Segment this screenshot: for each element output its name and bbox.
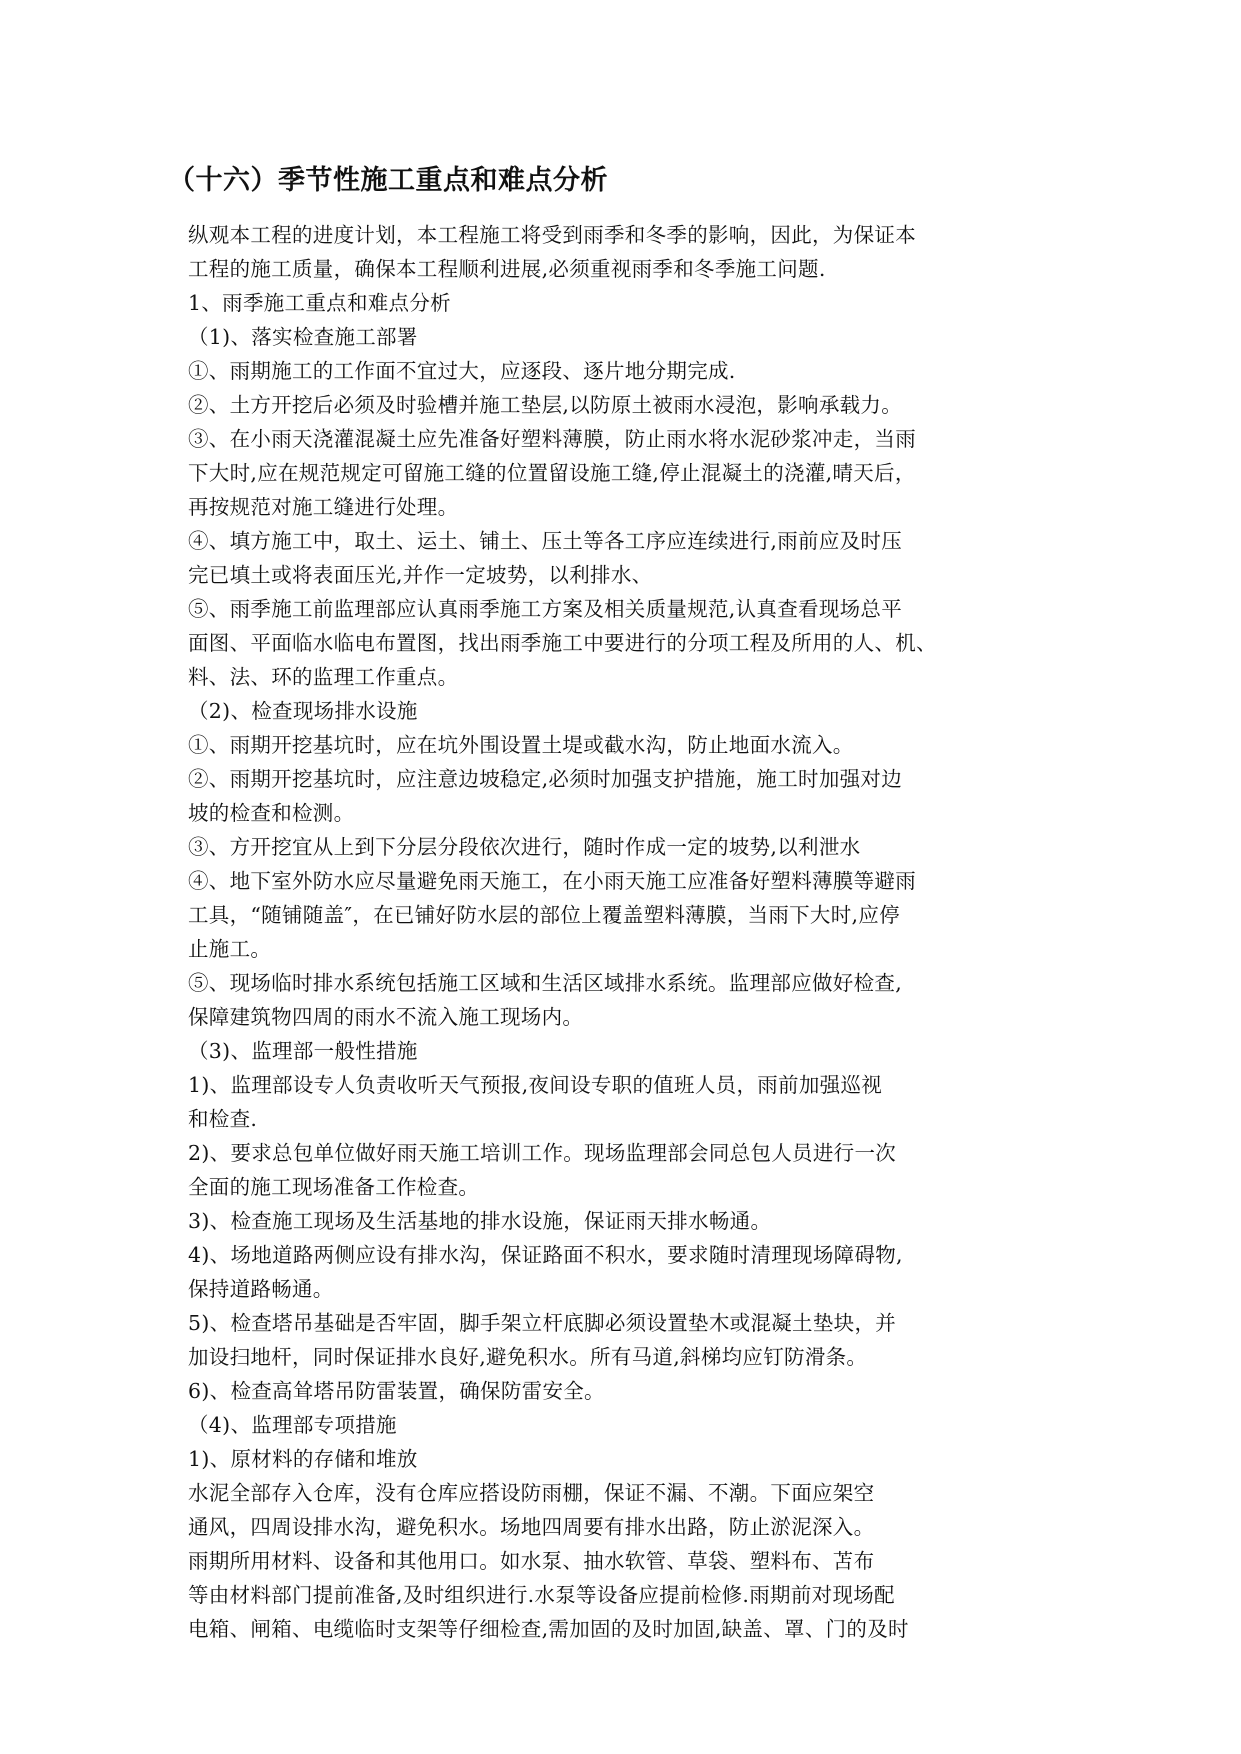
body-text [188, 218, 1048, 1646]
text-line: ③、方开挖宜从上到下分层分段依次进行，随时作成一定的坡势,以利泄水 [188, 835, 861, 859]
text-line: 和检查. [188, 1107, 258, 1131]
text-line: ①、雨期施工的工作面不宜过大，应逐段、逐片地分期完成. [188, 359, 736, 383]
text-line: 2)、要求总包单位做好雨天施工培训工作。现场监理部会同总包人员进行一次 [188, 1141, 897, 1165]
text-line: 雨期所用材料、设备和其他用口。如水泵、抽水软管、草袋、塑料布、苫布 [188, 1549, 875, 1573]
text-line: 水泥全部存入仓库，没有仓库应搭设防雨棚，保证不漏、不潮。下面应架空 [188, 1481, 875, 1505]
text-line: ⑤、现场临时排水系统包括施工区域和生活区域排水系统。监理部应做好检查, [188, 971, 903, 995]
text-line: 面图、平面临水临电布置图，找出雨季施工中要进行的分项工程及所用的人、机、 [188, 631, 937, 655]
text-line: 保障建筑物四周的雨水不流入施工现场内。 [188, 1005, 584, 1029]
text-line: 完已填土或将表面压光,并作一定坡势，以利排水、 [188, 563, 653, 587]
text-line: 电箱、闸箱、电缆临时支架等仔细检查,需加固的及时加固,缺盖、罩、门的及时 [188, 1617, 909, 1641]
text-line: 1)、原材料的存储和堆放 [188, 1447, 418, 1471]
text-line: 3)、检查施工现场及生活基地的排水设施，保证雨天排水畅通。 [188, 1209, 772, 1233]
text-line: （1)、落实检查施工部署 [188, 325, 418, 349]
text-line: 通风，四周设排水沟，避免积水。场地四周要有排水出路，防止淤泥深入。 [188, 1515, 875, 1539]
text-line: 4)、场地道路两侧应设有排水沟，保证路面不积水，要求随时清理现场障碍物, [188, 1243, 903, 1267]
text-line: ⑤、雨季施工前监理部应认真雨季施工方案及相关质量规范,认真查看现场总平 [188, 597, 903, 621]
text-line: 6)、检查高耸塔吊防雷装置，确保防雷安全。 [188, 1379, 605, 1403]
text-line: 坡的检查和检测。 [188, 801, 355, 825]
text-line: 等由材料部门提前准备,及时组织进行.水泵等设备应提前检修.雨期前对现场配 [188, 1583, 895, 1607]
text-line: 保持道路畅通。 [188, 1277, 334, 1301]
text-line: ④、填方施工中，取土、运土、铺土、压土等各工序应连续进行,雨前应及时压 [188, 529, 903, 553]
text-line: ①、雨期开挖基坑时，应在坑外围设置土堤或截水沟，防止地面水流入。 [188, 733, 854, 757]
text-line: 5)、检查塔吊基础是否牢固，脚手架立杆底脚必须设置垫木或混凝土垫块，并 [188, 1311, 897, 1335]
text-line: 1、雨季施工重点和难点分析 [188, 291, 451, 315]
text-line: ②、雨期开挖基坑时，应注意边坡稳定,必须时加强支护措施，施工时加强对边 [188, 767, 903, 791]
text-line: 工程的施工质量，确保本工程顺利进展,必须重视雨季和冬季施工问题. [188, 257, 826, 281]
section-title: （十六）季节性施工重点和难点分析 [168, 165, 608, 196]
text-line: 1)、监理部设专人负责收听天气预报,夜间设专职的值班人员，雨前加强巡视 [188, 1073, 883, 1097]
text-line: （3)、监理部一般性措施 [188, 1039, 418, 1063]
text-line: 再按规范对施工缝进行处理。 [188, 495, 459, 519]
text-line: 下大时,应在规范规定可留施工缝的位置留设施工缝,停止混凝土的浇灌,晴天后， [188, 461, 916, 485]
text-line: （2)、检查现场排水设施 [188, 699, 418, 723]
text-line: ②、土方开挖后必须及时验槽并施工垫层,以防原土被雨水浸泡，影响承载力。 [188, 393, 903, 417]
text-line: 纵观本工程的进度计划，本工程施工将受到雨季和冬季的影响，因此，为保证本 [188, 223, 916, 247]
text-line: ④、地下室外防水应尽量避免雨天施工，在小雨天施工应准备好塑料薄膜等避雨 [188, 869, 916, 893]
text-line: 加设扫地杆，同时保证排水良好,避免积水。所有马道,斜梯均应钉防滑条。 [188, 1345, 868, 1369]
text-line: （4)、监理部专项措施 [188, 1413, 397, 1437]
text-line: 工具，“随铺随盖″，在已铺好防水层的部位上覆盖塑料薄膜，当雨下大时,应停 [188, 903, 900, 927]
text-line: 全面的施工现场准备工作检查。 [188, 1175, 480, 1199]
text-line: ③、在小雨天浇灌混凝土应先准备好塑料薄膜，防止雨水将水泥砂浆冲走，当雨 [188, 427, 916, 451]
text-line: 料、法、环的监理工作重点。 [188, 665, 459, 689]
text-line: 止施工。 [188, 937, 272, 961]
